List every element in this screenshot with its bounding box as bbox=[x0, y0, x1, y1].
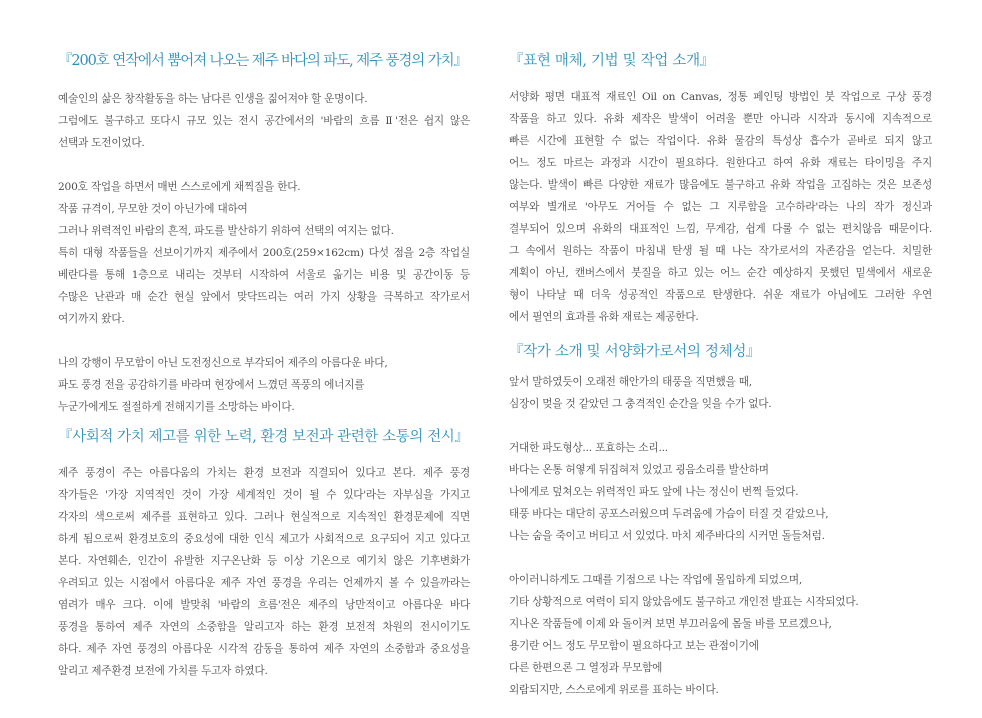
text-line: 하게 됨으로써 환경보호의 중요성에 대한 인식 제고가 사회적으로 요구되어 지고 있다고 bbox=[58, 533, 470, 545]
text-line: 계획이 아닌, 캔버스에서 붓질을 하고 있는 어느 순간 예상하지 못했던 밑색에서 새로운 bbox=[509, 267, 932, 279]
text-line: 심장이 멎을 것 같았던 그 충격적인 순간을 잊을 수가 없다. bbox=[509, 398, 772, 410]
text-line: 앞서 말하였듯이 오래전 해안가의 태풍을 직면했을 때, bbox=[509, 376, 752, 388]
text-line: 서양화 평면 대표적 재료인 Oil on Canvas, 정통 페인팅 방법인 붓 작업으로 구상 풍경 bbox=[509, 91, 932, 103]
text-line: 베란다를 통해 1층으로 내리는 것부터 시작하여 서울로 옮기는 비용 및 공간이동 등 bbox=[58, 269, 470, 281]
text-line: 빠른 시간에 표현할 수 없는 작업이다. 유화 물감의 특성상 흡수가 곧바로 되지 않고 bbox=[509, 135, 932, 147]
text-line: 외람되지만, 스스로에게 위로를 표하는 바이다. bbox=[509, 684, 719, 696]
text-line: 풍경을 통하여 제주 자연의 소중함을 알리고자 하는 환경 보전적 차원의 전시이기도 bbox=[58, 621, 470, 633]
paragraph bbox=[58, 88, 470, 154]
section-medium-technique bbox=[509, 52, 932, 328]
text-line: 결부되어 있으며 유화의 대표적인 느낌, 무게감, 쉽게 다룰 수 없는 편치않음 때문이다. bbox=[509, 223, 932, 235]
text-line: 기타 상황적으로 여력이 되지 않았음에도 불구하고 개인전 발표는 시작되었다. bbox=[509, 596, 859, 608]
text-line: 작품을 하고 있다. 유화 제작은 발색이 어려울 뿐만 아니라 시작과 동시에 지속적으로 bbox=[509, 113, 932, 125]
text-line: 아이러니하게도 그때를 기점으로 나는 작업에 몰입하게 되었으며, bbox=[509, 574, 803, 586]
text-line: 나는 숨을 죽이고 버티고 서 있었다. 마치 제주바다의 시커먼 돌들처럼. bbox=[509, 530, 825, 542]
text-line: 형이 나타날 때 더욱 성공적인 작품으로 탄생한다. 쉬운 재료가 아님에도 그러한 우연 bbox=[509, 289, 932, 301]
section-heading: 『사회적 가치 제고를 위한 노력, 환경 보전과 관련한 소통의 전시』 bbox=[58, 429, 469, 445]
text-line: 작가들은 '가장 지역적인 것이 가장 세계적인 것이 될 수 있다'라는 자부심을 가지고 bbox=[58, 489, 470, 501]
text-line: 특히 대형 작품들을 선보이기까지 제주에서 200호(259×162cm) 다섯 점을 2층 작업실 bbox=[58, 247, 470, 259]
text-line: 태풍 바다는 대단히 공포스러웠으며 두려움에 가슴이 터질 것 같았으나, bbox=[509, 508, 829, 520]
paragraph bbox=[509, 86, 932, 328]
text-line: 않는다. 발색이 빠른 다양한 재료가 많음에도 불구하고 유화 작업을 고집하는 것은 보존성 bbox=[509, 179, 932, 191]
paragraph bbox=[509, 371, 932, 415]
text-line: 나의 강행이 무모함이 아닌 도전정신으로 부각되어 제주의 아름다운 바다, bbox=[58, 357, 388, 369]
text-line: 거대한 파도형상... 포효하는 소리... bbox=[509, 442, 668, 454]
text-line: 선택과 도전이었다. bbox=[58, 137, 145, 149]
paragraph bbox=[58, 352, 470, 418]
section-wave-value bbox=[58, 52, 470, 418]
text-line: 에서 필연의 효과를 유화 재료는 제공한다. bbox=[509, 311, 699, 323]
paragraph bbox=[58, 176, 470, 330]
section-artist-identity bbox=[509, 343, 932, 701]
text-line: 다른 한편으론 그 열정과 무모함에 bbox=[509, 662, 663, 674]
text-line: 여부와 별개로 '아무도 거어들 수 없는 그 지루함을 고수하라'라는 나의 작가 정신과 bbox=[509, 201, 932, 213]
text-line: 알리고 제주환경 보전에 가치를 두고자 하였다. bbox=[58, 665, 268, 677]
text-line: 수많은 난관과 매 순간 현실 앞에서 맞닥뜨리는 여러 가지 상황을 극복하고 작가로서 bbox=[58, 291, 470, 303]
section-heading: 『200호 연작에서 뿜어져 나오는 제주 바다의 파도, 제주 풍경의 가치』 bbox=[58, 53, 467, 69]
text-line: 파도 풍경 전을 공감하기를 바라며 현장에서 느꼈던 폭풍의 에너지를 bbox=[58, 379, 365, 391]
text-line: 그러나 위력적인 바람의 흔적, 파도를 발산하기 위하여 선택의 여지는 없다. bbox=[58, 225, 394, 237]
section-heading: 『표현 매체, 기법 및 작업 소개』 bbox=[509, 53, 715, 69]
section-heading: 『작가 소개 및 서양화가로서의 정체성』 bbox=[509, 344, 761, 360]
text-line: 염려가 매우 크다. 이에 발맞춰 '바람의 흐름'전은 제주의 낭만적이고 아름다운 바다 bbox=[58, 599, 470, 611]
paragraph bbox=[509, 437, 932, 547]
text-line: 예술인의 삶은 창작활동을 하는 남다른 인생을 짊어져야 할 운명이다. bbox=[58, 93, 368, 105]
text-line: 바다는 온통 허옇게 뒤집혀져 있었고 굉음소리를 발산하며 bbox=[509, 464, 769, 476]
text-line: 그 속에서 원하는 작품이 마침내 탄생 될 때 나는 작가로서의 자존감을 얻는다. 치밀한 bbox=[509, 245, 932, 257]
text-line: 지나온 작품들에 이제 와 돌이켜 보면 부끄러움에 몸둘 바를 모르겠으나, bbox=[509, 618, 832, 630]
text-line: 본다. 자연훼손, 인간이 유발한 지구온난화 등 이상 기온으로 예기치 않은 기후변화가 bbox=[58, 555, 470, 567]
text-line: 어느 정도 마르는 과정과 시간이 필요하다. 원한다고 하여 유화 재료는 타이밍을 주지 bbox=[509, 157, 932, 169]
text-line: 그럼에도 불구하고 또다시 규모 있는 전시 공간에서의 '바람의 흐름 Ⅱ'전은 쉽지 않은 bbox=[58, 115, 470, 127]
section-social-value bbox=[58, 428, 470, 682]
text-line: 나에게로 덮쳐오는 위력적인 파도 앞에 나는 정신이 번쩍 들었다. bbox=[509, 486, 799, 498]
text-line: 각자의 색으로써 제주를 표현하고 있다. 그러나 현실적으로 지속적인 환경문제에 직면 bbox=[58, 511, 470, 523]
text-line: 하다. 제주 자연 풍경의 아름다운 시각적 감동을 통하여 제주 자연의 소중함과 중요성을 bbox=[58, 643, 470, 655]
paragraph bbox=[509, 569, 932, 701]
paragraph bbox=[58, 462, 470, 682]
text-line: 작품 규격이, 무모한 것이 아닌가에 대하여 bbox=[58, 203, 248, 215]
text-line: 우려되고 있는 시점에서 아름다운 제주 자연 풍경을 우리는 언제까지 볼 수 있을까라는 bbox=[58, 577, 470, 589]
text-line: 200호 작업을 하면서 매번 스스로에게 채찍질을 한다. bbox=[58, 181, 301, 193]
text-line: 용기란 어느 정도 무모함이 필요하다고 보는 관점이기에 bbox=[509, 640, 759, 652]
text-line: 제주 풍경이 주는 아름다움의 가치는 환경 보전과 직결되어 있다고 본다. 제주 풍경 bbox=[58, 467, 470, 479]
text-line: 여기까지 왔다. bbox=[58, 313, 125, 325]
text-line: 누군가에게도 절절하게 전해지기를 소망하는 바이다. bbox=[58, 401, 295, 413]
